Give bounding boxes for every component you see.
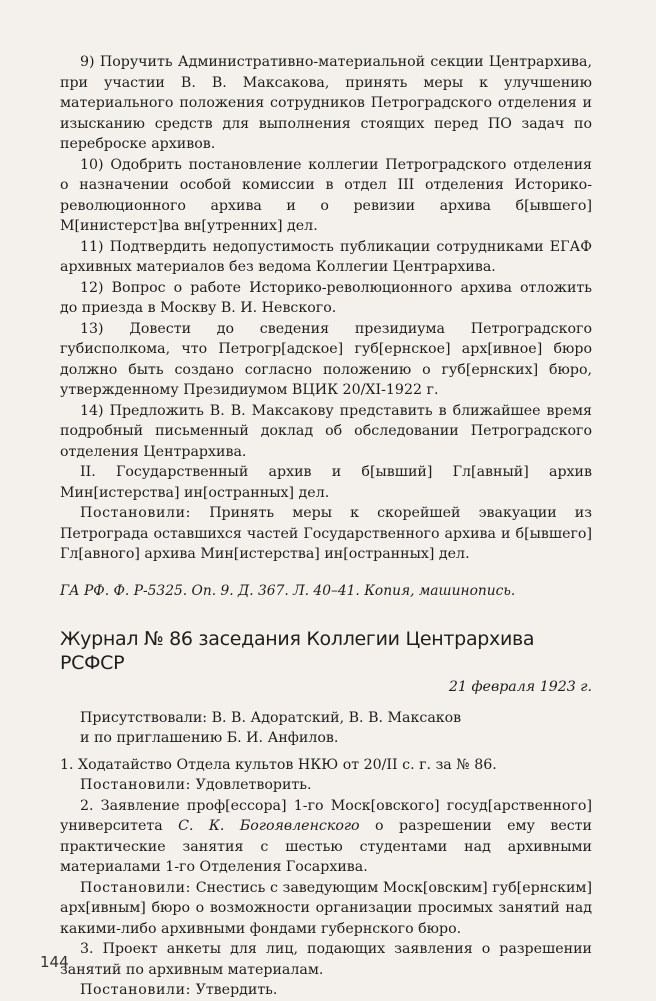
item-1: 1. Ходатайство Отдела культов НКЮ от 20/II с. г. за № 86.: [60, 756, 497, 773]
decision-label: Постановили:: [80, 982, 192, 998]
decision-text: Принять меры к скорейшей эвакуации из Петрограда оставшихся частей Государственного архива и б[ывшего] Гл[авного] архива Мин[истерства] ин[остранных] дел.: [60, 505, 592, 562]
decision-label: Постановили:: [80, 879, 192, 896]
journal-date: 21 февраля 1923 г.: [448, 679, 592, 695]
item-3-decision: [60, 980, 592, 1001]
paragraph-13: 13) Довести до сведения президиума Петроградского губисполкома, что Петрогр[адское] губ[ернское] арх[ивное] бюро должно быть создано согласно положению о губ[ернских] бюро, утвержденному Президиумом ВЦИК 20/XI-1922 г.: [60, 320, 592, 398]
paragraph-9: 9) Поручить Административно-материальной секции Центрархива, при участии В. В. Максакова, принять меры к улучшению материального положения сотрудников Петроградского отделения и изысканию средств для выполнения стоящих перед ПО задач по переброске архивов.: [60, 54, 592, 152]
item-3: 3. Проект анкеты для лиц, подающих заявления о разрешении занятий по архивным материалам.: [60, 941, 592, 978]
present-line-2: и по приглашению Б. И. Анфилов.: [80, 730, 339, 746]
decision-evacuation: [60, 503, 592, 565]
paragraph-14: 14) Предложить В. В. Максакову представить в ближайшее время подробный письменный доклад об обследовании Петроградского отделения Центрархива.: [60, 402, 592, 460]
decision-label: Постановили:: [80, 777, 192, 793]
item-2-text-end: о разрешении ему вести практические занятия с шестью студентами над архивными материалами 1-го Отделения Госархива.: [60, 818, 592, 875]
item-2-decision: [60, 878, 592, 940]
section-II: II. Государственный архив и б[ывший] Гл[авный] архив Мин[истерства] ин[остранных] дел.: [60, 464, 592, 501]
present-line-1: Присутствовали: В. В. Адоратский, В. В. Максаков: [80, 709, 462, 726]
decision-text: Снестись с заведующим Моск[овским] губ[ернским] арх[ивным] бюро о возможности организации просимых занятий над какими-либо архивными фондами губернского бюро.: [60, 879, 592, 937]
item-2-person-name: С. К. Богоявленского: [178, 818, 360, 834]
document-page: [60, 52, 592, 1001]
item-2-text-start: 2. Заявление проф[ессора] 1-го Моск[овского] госуд[арственного] университета: [60, 797, 592, 834]
decision-text: Утвердить.: [195, 982, 278, 998]
page-number: 144: [40, 953, 69, 971]
paragraph-10: 10) Одобрить постановление коллегии Петроградского отделения о назначении особой комиссии в отдел III отделения Историко-революционного архива и о ревизии архива б[ывшего] М[инистерст]ва вн[утренних] дел.: [60, 156, 592, 234]
paragraph-11: 11) Подтвердить недопустимость публикации сотрудниками ЕГАФ архивных материалов без ведома Коллегии Центрархива.: [60, 238, 592, 275]
decision-text: Удовлетворить.: [195, 777, 312, 793]
item-1-decision: [60, 775, 592, 796]
paragraph-12: 12) Вопрос о работе Историко-революционного архива отложить до приезда в Москву В. И. Невского.: [60, 279, 592, 316]
decision-label: Постановили:: [80, 505, 192, 521]
journal-title: Журнал № 86 заседания Коллегии Центрархива РСФСР: [60, 628, 535, 674]
item-2: [60, 796, 592, 878]
archival-source: ГА РФ. Ф. Р-5325. Оп. 9. Д. 367. Л. 40–41. Копия, машинопись.: [60, 582, 516, 599]
